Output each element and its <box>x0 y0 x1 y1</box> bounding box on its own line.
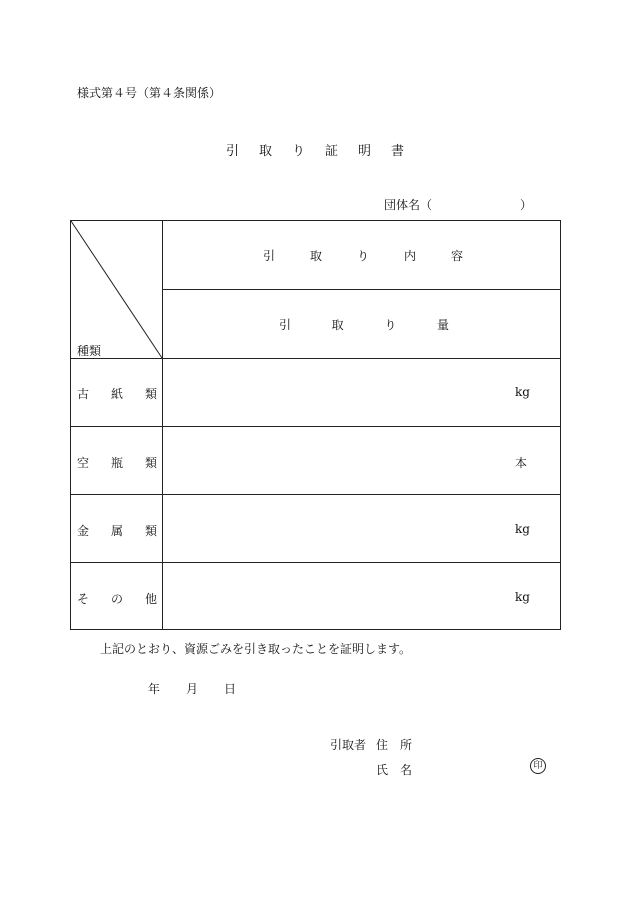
certification-statement: 上記のとおり、資源ごみを引き取ったことを証明します。 <box>100 642 412 656</box>
header-char: 引 <box>263 249 276 263</box>
title-char: 書 <box>391 144 405 159</box>
header-mid-line <box>162 289 560 290</box>
row-char: 類 <box>144 387 157 401</box>
row-unit: kg <box>515 385 530 399</box>
seal-mark-icon: 印 <box>530 758 546 774</box>
header-char: 量 <box>436 318 449 332</box>
date-month-label: 月 <box>186 682 199 696</box>
row-char: 類 <box>144 456 157 470</box>
form-number: 様式第４号（第４条関係） <box>77 86 222 100</box>
row-type-paper <box>77 385 157 402</box>
collection-table <box>70 220 561 630</box>
header-char: 引 <box>279 318 292 332</box>
header-char: り <box>356 249 369 263</box>
title-char: 取 <box>258 144 272 159</box>
diagonal-stroke <box>71 221 162 358</box>
row-amount-input[interactable] <box>166 499 496 559</box>
title-char: 明 <box>358 144 372 159</box>
row-char: の <box>110 592 123 606</box>
collector-name-row <box>376 761 412 778</box>
header-char: り <box>384 318 397 332</box>
row-char: そ <box>77 592 90 606</box>
collector-address-row <box>330 736 412 753</box>
header-type-label: 種類 <box>77 344 102 358</box>
row-amount-input[interactable] <box>166 567 496 627</box>
org-close: ） <box>520 198 533 212</box>
row-type-metals <box>77 522 157 539</box>
row-line <box>71 426 560 427</box>
header-char: 取 <box>331 318 344 332</box>
row-amount-input[interactable] <box>166 363 496 423</box>
row-line <box>71 494 560 495</box>
row-char: 空 <box>77 456 90 470</box>
header-char: 取 <box>309 249 322 263</box>
row-unit: kg <box>515 590 530 604</box>
row-unit: 本 <box>515 456 528 470</box>
row-line <box>71 562 560 563</box>
date-year-label: 年 <box>148 682 161 696</box>
row-char: 他 <box>144 592 157 606</box>
title-char: 証 <box>325 144 339 159</box>
row-amount-input[interactable] <box>166 431 496 491</box>
row-char: 古 <box>77 387 90 401</box>
header-char: 内 <box>403 249 416 263</box>
collector-label: 引取者 <box>330 738 367 752</box>
document-title <box>0 140 630 159</box>
row-char: 金 <box>77 524 90 538</box>
row-type-other <box>77 590 157 607</box>
header-content-label <box>263 247 463 264</box>
header-char: 容 <box>450 249 463 263</box>
row-char: 瓶 <box>110 456 123 470</box>
title-char: 引 <box>225 144 239 159</box>
row-type-bottles <box>77 454 157 471</box>
row-char: 紙 <box>110 387 123 401</box>
org-label: 団体名（ <box>384 198 433 212</box>
row-char: 類 <box>144 524 157 538</box>
date-field <box>148 680 236 697</box>
header-amount-label <box>279 316 449 333</box>
address-label: 住 所 <box>376 738 413 752</box>
header-diagonal-line <box>71 221 163 359</box>
name-label: 氏 名 <box>376 763 413 777</box>
row-char: 属 <box>110 524 123 538</box>
row-unit: kg <box>515 522 530 536</box>
date-day-label: 日 <box>224 682 237 696</box>
organization-name-field <box>384 196 532 213</box>
title-char: り <box>291 144 305 159</box>
